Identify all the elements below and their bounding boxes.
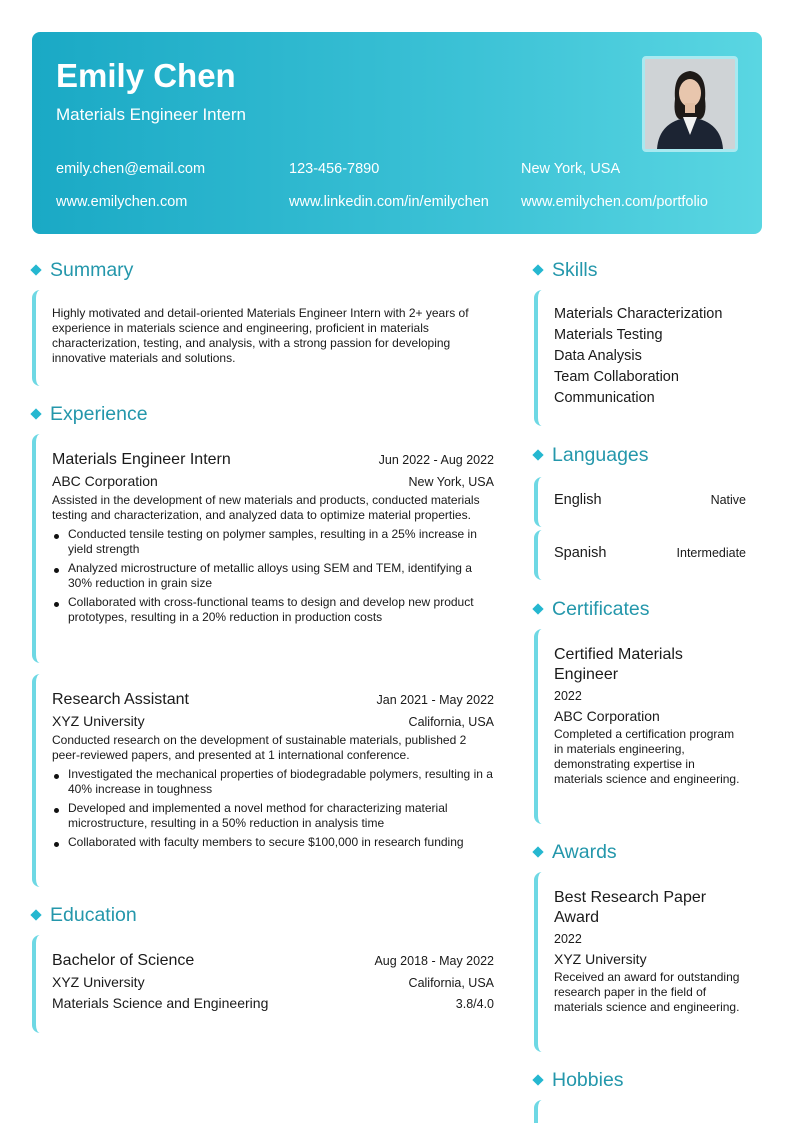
skills-heading [533,258,598,282]
experience-heading [31,402,148,426]
education-heading [31,903,137,927]
candidate-name: Emily Chen [56,57,236,94]
diamond-icon [532,1074,543,1085]
achievement-item: Investigated the mechanical properties of biodegradable polymers, resulting in a 40% increase in toughness [52,767,494,797]
contact-location: New York, USA [521,161,621,177]
achievement-item: Conducted tensile testing on polymer samples, resulting in a 25% increase in yield strength [52,527,494,557]
award-card [534,872,750,1052]
language-item [534,530,750,580]
diamond-icon [30,264,41,275]
job-achievements [52,767,494,850]
achievement-item: Analyzed microstructure of metallic alloys using SEM and TEM, identifying a 30% reduction in grain size [52,561,494,591]
skills-heading-label: Skills [552,259,598,281]
language-item [534,477,750,527]
diamond-icon [30,909,41,920]
diamond-icon [532,846,543,857]
candidate-title: Materials Engineer Intern [56,105,246,124]
certificates-heading-label: Certificates [552,598,650,620]
summary-heading-label: Summary [50,259,134,281]
experience-item [32,674,498,887]
education-school: XYZ University [52,974,145,990]
award-title: Best Research Paper Award [554,889,707,926]
job-achievements [52,527,494,625]
contact-linkedin[interactable]: www.linkedin.com/in/emilychen [289,194,489,210]
awards-heading [533,840,617,864]
summary-heading [31,258,133,282]
job-dates: Jun 2022 - Aug 2022 [378,453,494,467]
language-name: English [554,492,602,508]
contact-phone[interactable]: 123-456-7890 [289,161,380,177]
languages-heading-label: Languages [552,444,649,466]
achievement-item: Collaborated with faculty members to secure $100,000 in research funding [52,835,494,850]
education-degree: Bachelor of Science [52,952,195,969]
award-year: 2022 [554,932,582,946]
contact-email[interactable]: emily.chen@email.com [56,161,206,177]
hobbies-card [534,1100,750,1123]
languages-heading [533,443,649,467]
education-card [32,935,498,1033]
award-issuer: XYZ University [554,951,647,967]
awards-heading-label: Awards [552,841,617,863]
achievement-item: Developed and implemented a novel method for characterizing material microstructure, resulting in a 50% reduction in analysis time [52,801,494,831]
certificates-heading [533,597,650,621]
award-description: Received an award for outstanding research paper in the field of materials science and engineering. [554,970,740,1014]
language-level: Intermediate [676,546,746,560]
diamond-icon [532,449,543,460]
language-level: Native [710,493,746,507]
hobbies-heading-label: Hobbies [552,1069,624,1091]
job-organization: ABC Corporation [52,473,158,489]
contact-website[interactable]: www.emilychen.com [56,194,188,210]
education-heading-label: Education [50,904,137,926]
achievement-item: Collaborated with cross-functional teams to design and develop new product prototypes, resulting in a 20% reduction in production costs [52,595,494,625]
skills-card [534,290,762,426]
summary-card [32,290,498,386]
certificate-issuer: ABC Corporation [554,708,660,724]
skill-item: Team Collaboration [554,369,679,385]
skill-item: Materials Characterization [554,306,723,322]
skill-item: Materials Testing [554,327,663,343]
resume-header [32,32,762,234]
contact-portfolio[interactable]: www.emilychen.com/portfolio [521,194,708,210]
certificate-year: 2022 [554,689,582,703]
profile-photo [642,56,738,152]
job-location: California, USA [408,715,494,729]
education-field: Materials Science and Engineering [52,995,269,1011]
job-location: New York, USA [408,475,494,489]
hobbies-heading [533,1068,624,1092]
experience-item [32,434,498,663]
skill-item: Data Analysis [554,348,642,364]
skill-item: Communication [554,390,655,406]
education-location: California, USA [408,976,494,990]
summary-text: Highly motivated and detail-oriented Materials Engineer Intern with 2+ years of experience in materials science and engineering, proficient in materials characterization, testing, and analysis, with a strong passion for developing innovative materials and solutions. [52,306,469,365]
job-description: Conducted research on the development of sustainable materials, published 2 peer-reviewed papers, and presented at 1 international conference. [52,733,467,762]
diamond-icon [532,264,543,275]
job-description: Assisted in the development of new materials and products, conducted materials testing and characterization, and analyzed data to optimize material properties. [52,493,480,522]
job-role: Materials Engineer Intern [52,451,231,468]
certificate-title: Certified Materials Engineer [554,646,683,683]
language-name: Spanish [554,545,607,561]
job-organization: XYZ University [52,713,145,729]
avatar-icon [645,59,735,149]
experience-heading-label: Experience [50,403,148,425]
diamond-icon [532,603,543,614]
education-dates: Aug 2018 - May 2022 [374,954,494,968]
education-gpa: 3.8/4.0 [455,997,494,1011]
job-role: Research Assistant [52,691,189,708]
job-dates: Jan 2021 - May 2022 [376,693,494,707]
diamond-icon [30,408,41,419]
certificate-description: Completed a certification program in materials engineering, demonstrating expertise in materials science and engineering. [554,727,740,786]
certificate-card [534,629,744,824]
